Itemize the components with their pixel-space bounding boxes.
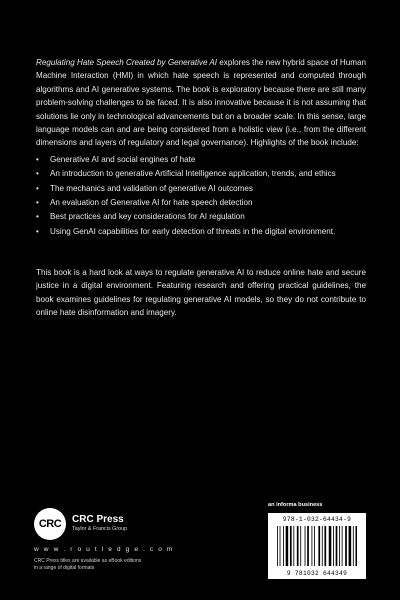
highlight-item: • The mechanics and validation of generative AI outcomes xyxy=(36,182,366,195)
barcode-bar xyxy=(322,526,323,566)
closing-text: This book is a hard look at ways to regulate generative AI to reduce online hate and secure justice in a digital environment. Featuring research and offering practical guidelines, the book examines guidelines for regulating generative AI models, so they do not contribute to online hate disinformation and imagery. xyxy=(36,268,366,318)
ebook-note: CRC Press titles are available as eBook editions in a range of digital formats xyxy=(34,558,142,571)
crc-logo-icon xyxy=(34,508,66,540)
highlight-item: • Best practices and key considerations for AI regulation xyxy=(36,210,366,223)
publisher-group: Taylor & Francis Group xyxy=(72,526,128,532)
barcode-bar xyxy=(353,526,354,566)
highlights-list xyxy=(36,153,366,238)
barcode-digits: 9 781032 644349 xyxy=(286,570,348,577)
publisher-url: w w w . r o u t l e d g e . c o m xyxy=(34,546,175,553)
barcode-bar xyxy=(305,526,306,566)
book-title: Regulating Hate Speech Created by Generative AI xyxy=(36,58,218,67)
highlight-item: • An introduction to generative Artificial Intelligence application, trends, and ethics xyxy=(36,167,366,180)
barcode-bar xyxy=(307,526,309,566)
intro-paragraph xyxy=(36,56,366,150)
publisher-name: CRC Press xyxy=(72,514,124,525)
isbn-number: 978-1-032-64434-9 xyxy=(282,516,352,523)
highlight-item: • An evaluation of Generative AI for hate speech detection xyxy=(36,196,366,209)
barcode-bar xyxy=(339,526,340,566)
informa-tagline: an informa business xyxy=(268,502,323,508)
highlight-item: • Generative AI and social engines of hate xyxy=(36,153,366,166)
highlight-item: • Using GenAI capabilities for early detection of threats in the digital environment. xyxy=(36,225,366,238)
barcode-bar xyxy=(336,526,338,566)
barcode-bar xyxy=(314,526,315,566)
barcode-bar xyxy=(324,526,326,566)
barcode-bar xyxy=(312,526,313,566)
barcode-bars xyxy=(277,526,357,566)
isbn-barcode xyxy=(268,513,366,579)
barcode-bar xyxy=(329,526,332,566)
barcode-bar xyxy=(277,526,278,566)
barcode-bar xyxy=(280,526,281,566)
barcode-bar xyxy=(318,526,320,566)
intro-text: explores the new hybrid space of Human Machine Interaction (HMI) in which hate speech is represented and computed through algorithms and AI generative systems. The book is exploratory because there are still many problem-solving challenges to be faced. It is also innovative because it is not assuming that solutions lie only in technological advancements but on a broader scale. In this sense, large language models can and are being considered from a holistic view (i.e., from the different dimensions and layers of regulatory and legal governance). Highlights of the book include: xyxy=(36,58,366,148)
closing-paragraph xyxy=(36,266,366,320)
barcode-bar xyxy=(342,526,343,566)
barcode-bar xyxy=(283,526,284,566)
barcode-bar xyxy=(293,526,294,566)
barcode-bar xyxy=(356,526,358,566)
barcode-bar xyxy=(333,526,334,566)
barcode-bar xyxy=(300,526,301,566)
barcode-bar xyxy=(349,526,352,566)
barcode-bar xyxy=(345,526,347,566)
barcode-bar xyxy=(297,526,299,566)
logo-letters: CRC xyxy=(38,518,62,530)
barcode-bar xyxy=(286,526,289,566)
publisher-brand xyxy=(72,514,127,532)
publisher-logo xyxy=(34,508,130,548)
back-cover-blurb xyxy=(36,56,366,239)
barcode-bar xyxy=(290,526,292,566)
